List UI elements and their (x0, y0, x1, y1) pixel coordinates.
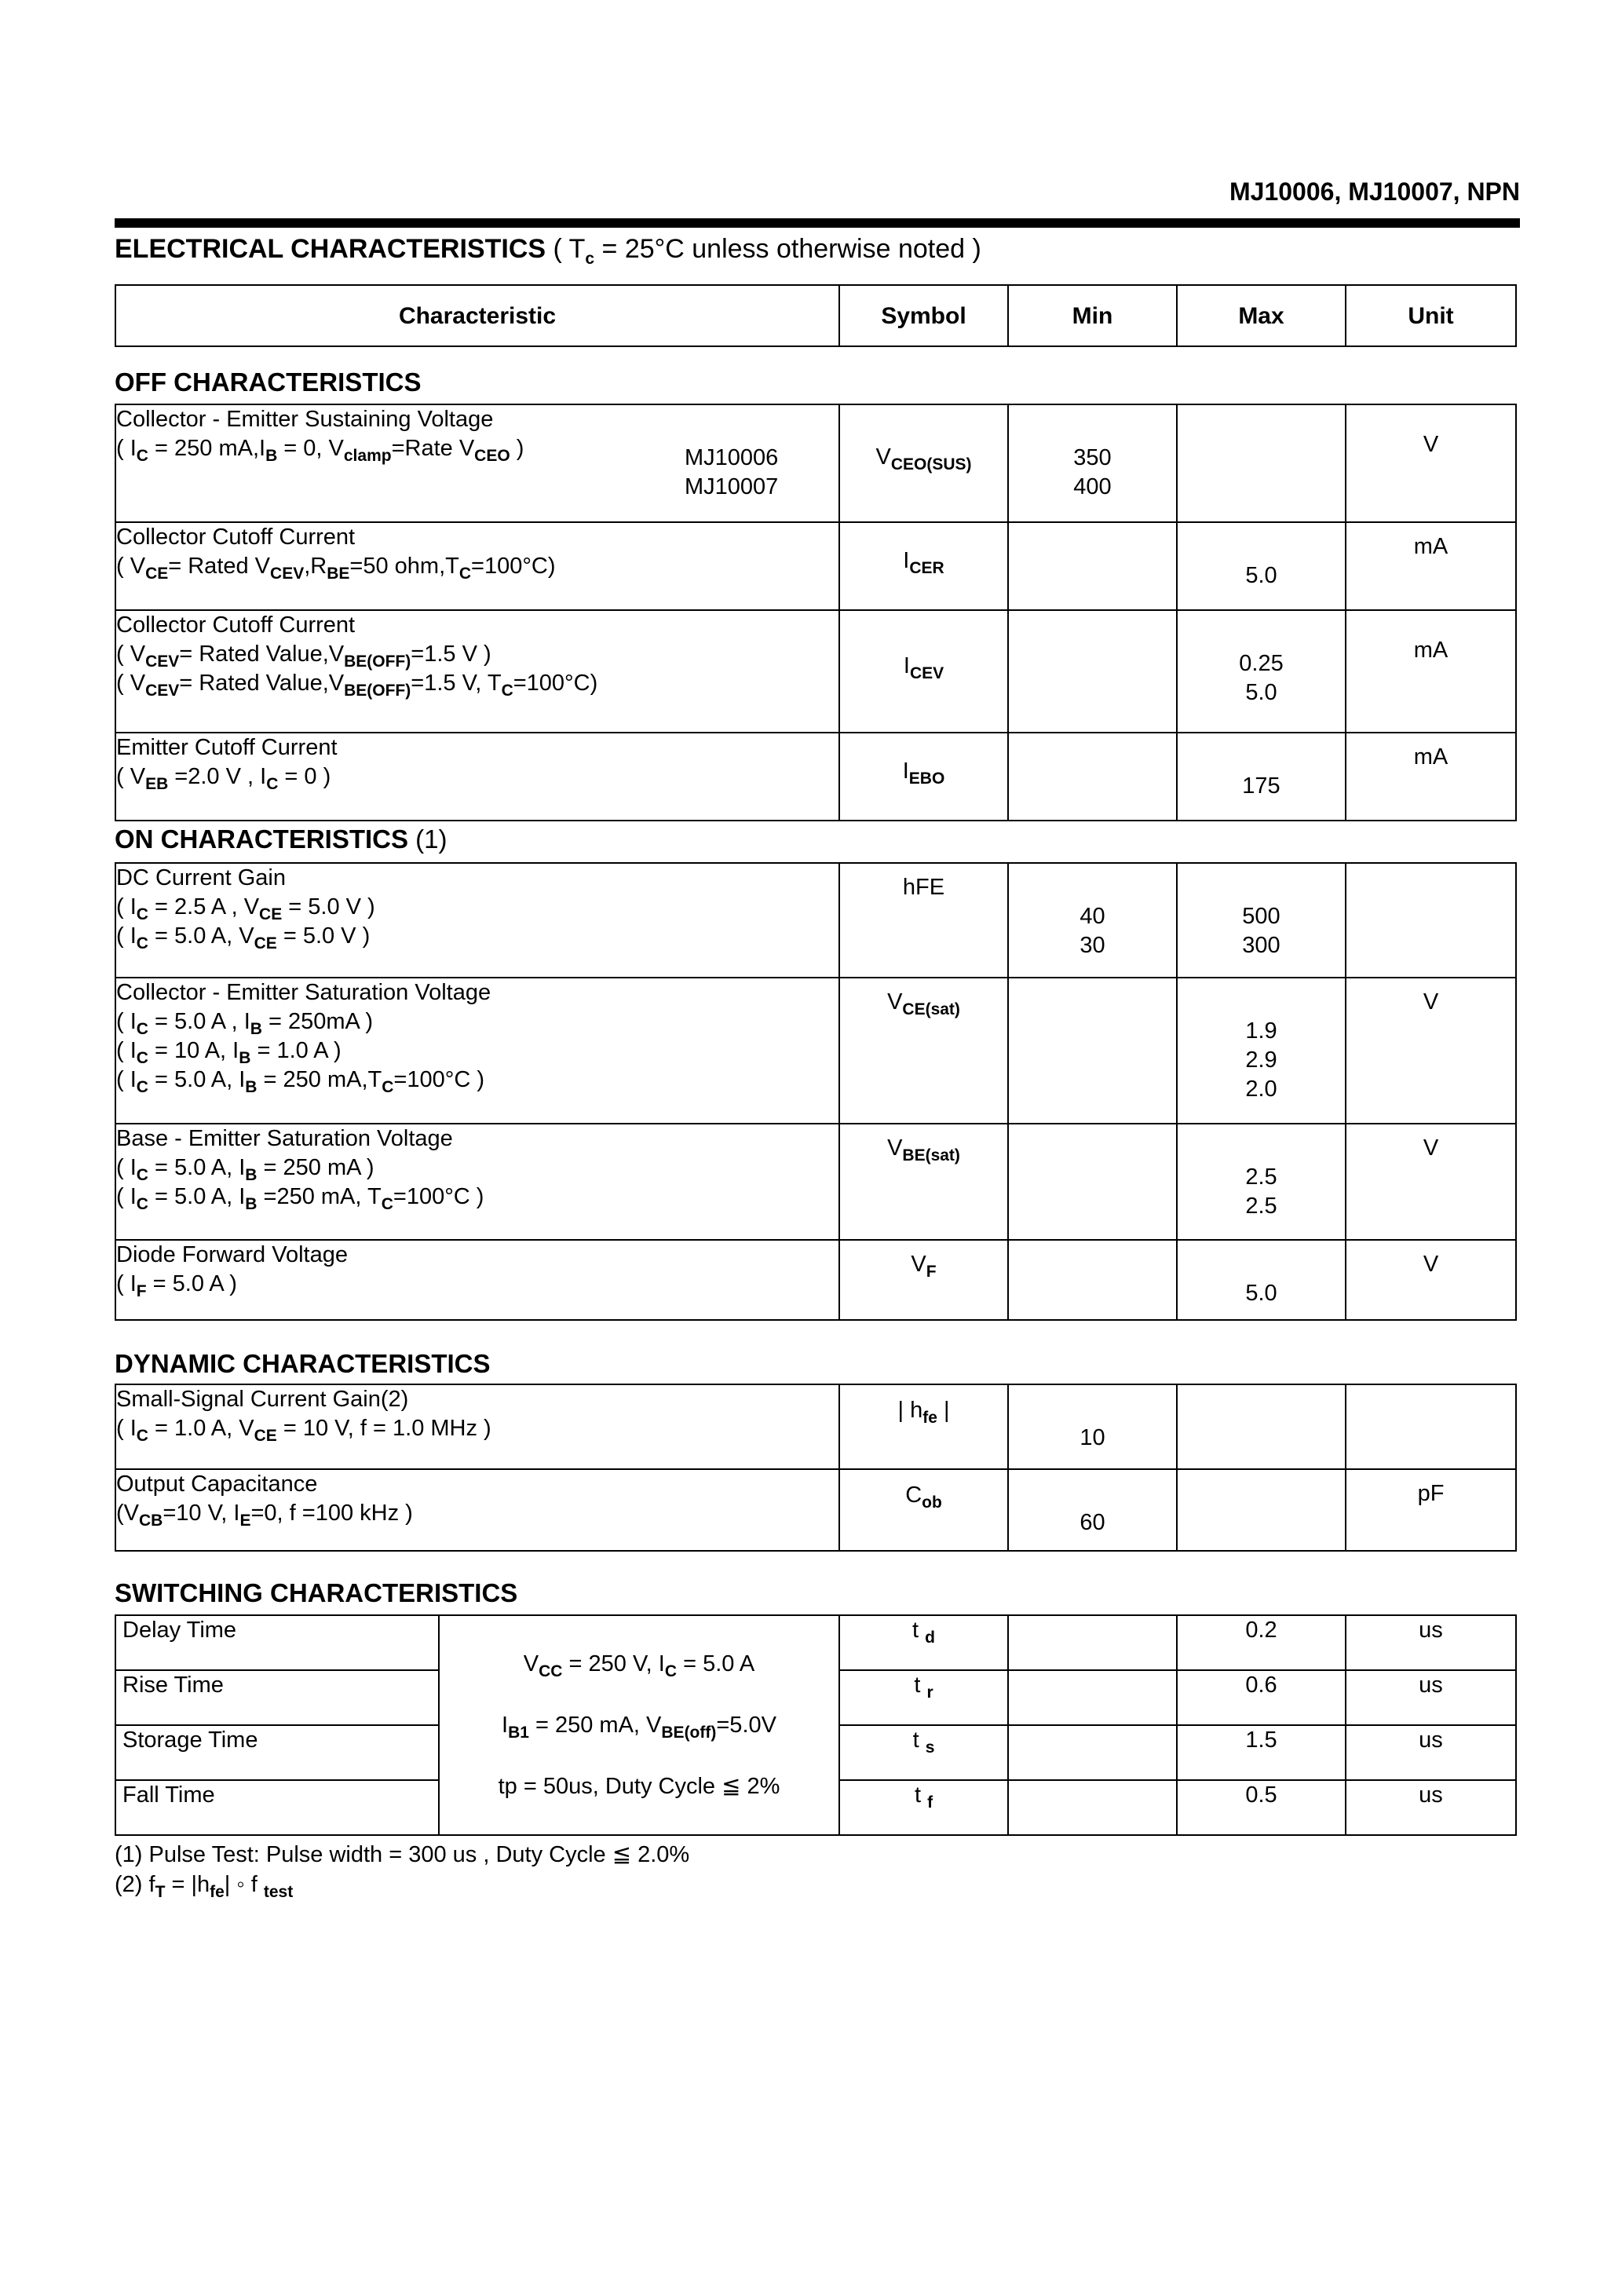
characteristic-cell (115, 1384, 839, 1469)
symbol-cell: $C_{ob}$ (839, 1469, 1008, 1551)
min-cell (1008, 1124, 1177, 1240)
max-cell (1177, 610, 1346, 733)
characteristic-cell (115, 978, 839, 1124)
max-cell (1177, 1240, 1346, 1320)
condition-line: ( $V_{CEV}=$ Rated $Value,V_{BE(OFF)}=1.5$ V ) (116, 642, 491, 671)
min-cell (1008, 863, 1177, 978)
symbol-cell: $I_{CEV}$ (839, 610, 1008, 733)
col-characteristic: Characteristic (115, 285, 839, 346)
col-symbol: Symbol (839, 285, 1008, 346)
off-row (115, 610, 1516, 733)
max-cell (1177, 404, 1346, 522)
min-cell (1008, 978, 1177, 1124)
symbol-cell: $V_F$ (839, 1240, 1008, 1320)
section-on-bold: ON CHARACTERISTICS (115, 824, 409, 854)
characteristic-name: Output Capacitance (116, 1472, 318, 1497)
condition-line: ( $I_C = 5.0$ A, $V_{CE} = 5.0$ V ) (116, 923, 371, 952)
condition-line: ( $I_C = 5.0$ A , $I_B = 250mA$ ) (116, 1009, 373, 1038)
off-row (115, 522, 1516, 610)
footnote-2: (2) $f_T = |h_{fe}|$ ◦ f $_{test}$ (115, 1872, 294, 1901)
off-row (115, 733, 1516, 821)
unit-cell: V (1346, 978, 1516, 1124)
max-cell: 0.6 (1177, 1670, 1346, 1725)
switching-condition-line: $I_{B1} = 250$ mA, $V_{BE(off)}=5.0V$ (502, 1713, 776, 1742)
symbol-cell: $I_{EBO}$ (839, 733, 1008, 821)
min-cell (1008, 1670, 1177, 1725)
condition-line: ( $I_C = 1.0$ A, $V_{CE} = 10$ V, f = 1.0 MHz ) (116, 1416, 491, 1445)
col-unit: Unit (1346, 285, 1516, 346)
condition-line: ( $V_{EB} =2.0$ V , $I_C = 0$ ) (116, 764, 331, 793)
characteristic-name: Collector - Emitter Saturation Voltage (116, 980, 491, 1005)
characteristic-cell (115, 610, 839, 733)
min-cell (1008, 1240, 1177, 1320)
condition-line: ( $I_C = 250$ $mA,I_B = 0$, $V_{clamp}=Rate$ $V_{CEO}$ ) (116, 436, 524, 465)
max-cell (1177, 978, 1346, 1124)
unit-cell: mA (1346, 522, 1516, 610)
max-cell (1177, 522, 1346, 610)
switching-condition-line: tp = 50us, Duty Cycle ≦ 2% (498, 1774, 780, 1799)
symbol-cell: $V_{BE(sat)}$ (839, 1124, 1008, 1240)
characteristic-cell: Storage Time (115, 1725, 439, 1780)
characteristic-cell (115, 863, 839, 978)
device-name: MJ10006 (685, 445, 779, 470)
max-value-0: 2.5 (1245, 1164, 1277, 1190)
min-cell (1008, 1725, 1177, 1780)
characteristic-name: Base - Emitter Saturation Voltage (116, 1126, 453, 1151)
min-value-1: 400 (1073, 474, 1112, 499)
max-value-0: 500 (1242, 904, 1280, 929)
on-row (115, 863, 1516, 978)
condition-line: ( $I_C = 5.0$ A, $I_B =250$ mA, $T_C=100^\circ C$ ) (116, 1184, 484, 1213)
unit-cell (1346, 1384, 1516, 1469)
main-heading-cond-a: ( T (546, 234, 586, 264)
symbol-cell: $V_{CEO(SUS)}$ (839, 404, 1008, 522)
characteristic-name: Emitter Cutoff Current (116, 735, 338, 760)
unit-cell: us (1346, 1670, 1516, 1725)
unit-cell: V (1346, 1240, 1516, 1320)
main-heading-cond-b: = 25°C unless otherwise noted ) (594, 234, 981, 264)
max-cell: 1.5 (1177, 1725, 1346, 1780)
on-row (115, 1124, 1516, 1240)
max-value-1: 5.0 (1245, 680, 1277, 705)
dyn-row (115, 1384, 1516, 1469)
characteristic-cell: Delay Time (115, 1615, 439, 1670)
max-value-1: 300 (1242, 933, 1280, 958)
condition-line: ( $I_C = 5.0$ A, $I_B = 250$ mA ) (116, 1155, 374, 1184)
min-value-0: 10 (1080, 1425, 1105, 1450)
symbol-cell: $V_{CE(sat)}$ (839, 978, 1008, 1124)
off-row (115, 404, 1516, 522)
unit-cell: pF (1346, 1469, 1516, 1551)
symbol-cell: $I_{CER}$ (839, 522, 1008, 610)
condition-line: ( $V_{CEV}=$ Rated $Value,V_{BE(OFF)}=1.5$ V, $T_C=100^\circ C$) (116, 671, 598, 700)
min-cell (1008, 1384, 1177, 1469)
min-cell (1008, 733, 1177, 821)
max-value-0: 5.0 (1245, 1281, 1277, 1306)
device-name: MJ10007 (685, 474, 779, 499)
symbol-cell: t $_s$ (839, 1725, 1008, 1780)
min-value-0: 40 (1080, 904, 1105, 929)
section-off-title: OFF CHARACTERISTICS (115, 367, 422, 397)
max-value-0: 1.9 (1245, 1018, 1277, 1044)
dynamic-characteristics-table (115, 1384, 1517, 1552)
section-dynamic-title: DYNAMIC CHARACTERISTICS (115, 1349, 491, 1378)
max-value-0: 5.0 (1245, 563, 1277, 588)
characteristic-cell (115, 1469, 839, 1551)
min-value-0: 60 (1080, 1510, 1105, 1535)
switching-row (115, 1615, 1516, 1670)
max-cell (1177, 1384, 1346, 1469)
max-cell (1177, 1469, 1346, 1551)
dyn-row (115, 1469, 1516, 1551)
max-cell (1177, 733, 1346, 821)
main-heading (115, 234, 981, 268)
unit-cell (1346, 863, 1516, 978)
condition-line: ( $V_{CE}=$ Rated $V_{CEV},R_{BE}=50$ $ohm,T_C=100^\circ C$) (116, 554, 556, 583)
characteristic-cell (115, 1124, 839, 1240)
characteristic-name: DC Current Gain (116, 865, 286, 890)
characteristic-cell: Rise Time (115, 1670, 439, 1725)
characteristic-name: Collector Cutoff Current (116, 525, 356, 550)
column-header-table (115, 284, 1517, 347)
characteristic-cell (115, 1240, 839, 1320)
min-cell (1008, 1469, 1177, 1551)
col-min: Min (1008, 285, 1177, 346)
max-cell (1177, 863, 1346, 978)
switching-characteristics-table (115, 1614, 1517, 1836)
min-cell (1008, 1615, 1177, 1670)
max-value-1: 2.5 (1245, 1194, 1277, 1219)
unit-cell: V (1346, 404, 1516, 522)
min-cell (1008, 610, 1177, 733)
max-cell: 0.2 (1177, 1615, 1346, 1670)
section-on-title (115, 824, 448, 854)
characteristic-cell (115, 733, 839, 821)
max-value-0: 175 (1242, 773, 1280, 799)
condition-line: ( $I_C = 2.5$ A , $V_{CE} = 5.0$ V ) (116, 894, 375, 923)
condition-line: ($V_{CB}=10$ V, $I_E=0$, f =100 kHz ) (116, 1501, 413, 1530)
max-value-2: 2.0 (1245, 1077, 1277, 1102)
characteristic-name: Collector Cutoff Current (116, 612, 356, 638)
col-max: Max (1177, 285, 1346, 346)
characteristic-cell (115, 522, 839, 610)
header-rule (115, 218, 1520, 228)
unit-cell: mA (1346, 733, 1516, 821)
min-value-0: 350 (1073, 445, 1112, 470)
part-numbers-title: MJ10006, MJ10007, NPN (1229, 177, 1520, 206)
off-characteristics-table (115, 404, 1517, 821)
section-switching-title: SWITCHING CHARACTERISTICS (115, 1578, 518, 1607)
section-on-note: (1) (408, 824, 448, 854)
min-cell (1008, 522, 1177, 610)
on-row (115, 1240, 1516, 1320)
symbol-cell: t $_d$ (839, 1615, 1008, 1670)
condition-line: ( $I_C = 5.0$ A, $I_B = 250$ $mA,T_C=100^\circ C$ ) (116, 1067, 484, 1096)
condition-line: ( $I_C = 10$ A, $I_B = 1.0$ A ) (116, 1038, 342, 1067)
symbol-cell: hFE (839, 863, 1008, 978)
main-heading-bold: ELECTRICAL CHARACTERISTICS (115, 234, 546, 264)
footnote-1: (1) Pulse Test: Pulse width = 300 us , Duty Cycle ≦ 2.0% (115, 1842, 690, 1867)
symbol-cell: t $_f$ (839, 1780, 1008, 1835)
min-cell (1008, 404, 1177, 522)
unit-cell: mA (1346, 610, 1516, 733)
switching-conditions-cell (439, 1615, 839, 1835)
min-value-1: 30 (1080, 933, 1105, 958)
symbol-cell: t $_r$ (839, 1670, 1008, 1725)
max-value-0: 0.25 (1239, 651, 1284, 676)
characteristic-name: Collector - Emitter Sustaining Voltage (116, 407, 494, 432)
unit-cell: us (1346, 1725, 1516, 1780)
main-heading-sub: c (585, 249, 595, 268)
unit-cell: V (1346, 1124, 1516, 1240)
characteristic-name: Diode Forward Voltage (116, 1242, 348, 1267)
min-cell (1008, 1780, 1177, 1835)
switching-condition-line: $V_{CC} = 250$ V, $I_C = 5.0$ A (523, 1651, 755, 1680)
characteristic-cell: Fall Time (115, 1780, 439, 1835)
characteristic-name: Small-Signal Current Gain(2) (116, 1387, 409, 1412)
max-cell: 0.5 (1177, 1780, 1346, 1835)
unit-cell: us (1346, 1615, 1516, 1670)
max-value-1: 2.9 (1245, 1047, 1277, 1073)
symbol-cell: | $h_{fe}$ | (839, 1384, 1008, 1469)
on-row (115, 978, 1516, 1124)
max-cell (1177, 1124, 1346, 1240)
unit-cell: us (1346, 1780, 1516, 1835)
on-characteristics-table (115, 862, 1517, 1321)
characteristic-cell (115, 404, 839, 522)
condition-line: ( $I_F = 5.0$ A ) (116, 1271, 237, 1300)
device-list (685, 444, 778, 502)
